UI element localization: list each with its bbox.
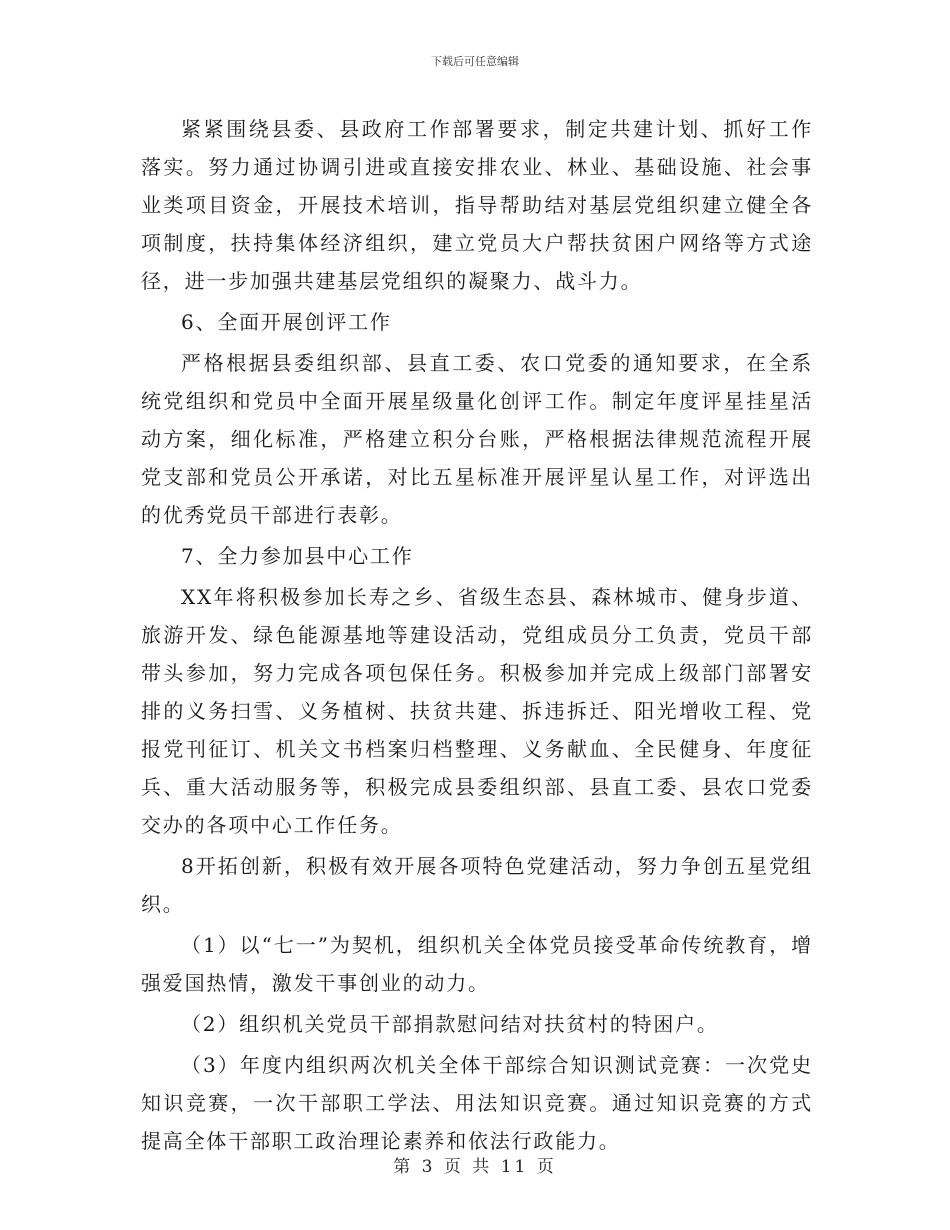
- list-item-1: （1）以“七一”为契机，组织机关全体党员接受革命传统教育，增强爱国热情，激发干事创业的动力。: [141, 933, 813, 995]
- list-item-2: （2）组织机关党员干部捐款慰问结对扶贫村的特困户。: [181, 1012, 719, 1036]
- section-heading-8: 8开拓创新，积极有效开展各项特色党建活动，努力争创五星党组织。: [141, 854, 813, 916]
- paragraph-county-work: XX年将积极参加长寿之乡、省级生态县、森林城市、健身步道、旅游开发、绿色能源基地等建设活动，党组成员分工负责，党员干部带头参加，努力完成各项包保任务。积极参加并完成上级部门部署安排的义务扫雪、义务植树、扶贫共建、拆违拆迁、阳光增收工程、党报党刊征订、机关文书档案归档整理、义务献血、全民健身、年度征兵、重大活动服务等，积极完成县委组织部、县直工委、县农口党委交办的各项中心工作任务。: [141, 585, 813, 837]
- section-heading-7: 7、全力参加县中心工作: [181, 544, 414, 568]
- section-heading-6: 6、全面开展创评工作: [181, 310, 392, 334]
- page-header-note: 下载后可任意编辑: [431, 55, 519, 68]
- paragraph-cooperation: 紧紧围绕县委、县政府工作部署要求，制定共建计划、抓好工作落实。努力通过协调引进或直接安排农业、林业、基础设施、社会事业类项目资金，开展技术培训，指导帮助结对基层党组织建立健全各项制度，扶持集体经济组织，建立党员大户帮扶贫困户网络等方式途径，进一步加强共建基层党组织的凝聚力、战斗力。: [141, 117, 813, 293]
- document-body: [141, 110, 813, 1163]
- page-number: 第 3 页 共 11 页: [393, 1157, 557, 1177]
- paragraph-evaluation: 严格根据县委组织部、县直工委、农口党委的通知要求，在全系统党组织和党员中全面开展星级量化创评工作。制定年度评星挂星活动方案，细化标准，严格建立积分台账，严格根据法律规范流程开展党支部和党员公开承诺，对比五星标准开展评星认星工作，对评选出的优秀党员干部进行表彰。: [141, 351, 813, 527]
- list-item-3: （3）年度内组织两次机关全体干部综合知识测试竞赛：一次党史知识竞赛，一次干部职工学法、用法知识竞赛。通过知识竞赛的方式提高全体干部职工政治理论素养和依法行政能力。: [141, 1053, 813, 1153]
